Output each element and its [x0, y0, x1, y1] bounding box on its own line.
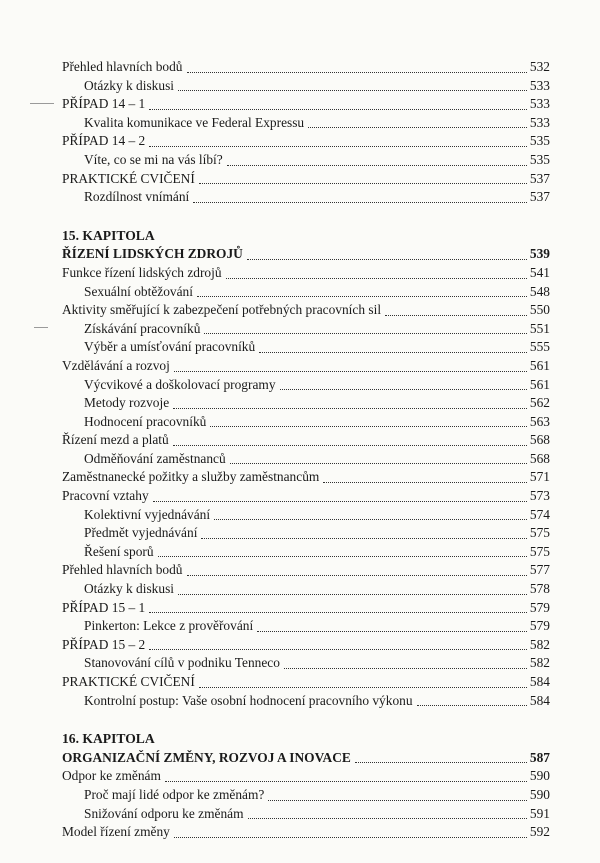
leader-dots: [210, 425, 527, 427]
toc-entry[interactable]: [62, 786, 550, 805]
toc-entry[interactable]: [62, 524, 550, 543]
entry-title: Předmět vyjednávání: [84, 525, 198, 541]
leader-dots: [187, 574, 527, 576]
page-number: 571: [529, 469, 550, 485]
toc-entry[interactable]: [62, 580, 550, 599]
leader-dots: [355, 761, 527, 763]
leader-dots: [323, 481, 527, 483]
chapter-16: [62, 730, 550, 842]
page-number: 535: [529, 151, 550, 167]
toc-entry[interactable]: [62, 450, 550, 469]
page-number: 533: [529, 114, 550, 130]
entry-title: PRAKTICKÉ CVIČENÍ: [62, 674, 195, 689]
toc-entry[interactable]: [62, 114, 550, 133]
entry-title: Otázky k diskusi: [84, 581, 175, 597]
entry-title: Víte, co se mi na vás líbí?: [84, 151, 223, 167]
entry-title: Snižování odporu ke změnám: [84, 805, 244, 821]
entry-title: Kontrolní postup: Vaše osobní hodnocení pracovního výkonu: [84, 692, 413, 708]
leader-dots: [284, 667, 527, 669]
page-number: 573: [529, 488, 550, 504]
page-number: 550: [529, 302, 550, 318]
chapter-15: [62, 227, 550, 710]
toc-entry[interactable]: [62, 376, 550, 395]
entry-title: Rozdílnost vnímání: [84, 189, 190, 205]
toc-entry[interactable]: [62, 487, 550, 506]
page-number: 532: [529, 59, 550, 74]
page-number: 537: [529, 189, 550, 205]
page-number: 584: [529, 674, 550, 689]
leader-dots: [197, 295, 527, 297]
leader-dots: [193, 201, 527, 203]
entry-title: Sexuální obtěžování: [84, 283, 193, 299]
toc-entry[interactable]: [62, 188, 550, 207]
toc-entry[interactable]: [62, 338, 550, 357]
page-number: 582: [529, 655, 550, 671]
page-number: 584: [529, 692, 550, 708]
entry-title: Aktivity směřující k zabezpečení potřebných pracovních sil: [62, 302, 382, 318]
leader-dots: [158, 555, 527, 557]
toc-section-top: [62, 58, 550, 207]
chapter-title: ORGANIZAČNÍ ZMĚNY, ROZVOJ A INOVACE: [62, 749, 351, 765]
toc-entry[interactable]: [62, 357, 550, 376]
entry-title: Kvalita komunikace ve Federal Expressu: [84, 114, 305, 130]
page-number: 535: [529, 133, 550, 149]
entry-title: Vzdělávání a rozvoj: [62, 357, 170, 373]
leader-dots: [230, 462, 527, 464]
page-number: 555: [529, 339, 550, 355]
leader-dots: [178, 593, 527, 595]
leader-dots: [227, 164, 527, 166]
entry-title: Otázky k diskusi: [84, 77, 175, 93]
page-number: 575: [529, 525, 550, 541]
entry-title: Přehled hlavních bodů: [62, 59, 183, 74]
entry-title: Metody rozvoje: [84, 395, 170, 411]
toc-entry[interactable]: [62, 95, 550, 114]
entry-title: Kolektivní vyjednávání: [84, 506, 211, 522]
leader-dots: [247, 258, 527, 260]
leader-dots: [149, 611, 527, 613]
toc-entry[interactable]: [62, 823, 550, 842]
page-number: 533: [529, 77, 550, 93]
entry-title: Funkce řízení lidských zdrojů: [62, 264, 222, 280]
leader-dots: [417, 704, 527, 706]
leader-dots: [174, 836, 527, 838]
page-number: 590: [529, 768, 550, 784]
entry-title: PŘÍPAD 14 – 1: [62, 96, 146, 112]
toc-entry[interactable]: [62, 301, 550, 320]
page-number: 579: [529, 599, 550, 615]
toc-entry[interactable]: [62, 673, 550, 692]
entry-title: Hodnocení pracovníků: [84, 413, 207, 429]
toc-entry[interactable]: [62, 767, 550, 786]
page-number: 587: [529, 749, 550, 765]
leader-dots: [153, 500, 527, 502]
table-of-contents: [62, 58, 550, 842]
entry-title: Řešení sporů: [84, 543, 154, 559]
leader-dots: [257, 630, 527, 632]
entry-title: PŘÍPAD 15 – 2: [62, 636, 146, 652]
page-number: 592: [529, 824, 550, 840]
page-number: 574: [529, 506, 550, 522]
toc-entry[interactable]: [62, 468, 550, 487]
chapter-16-entries: [62, 767, 550, 841]
chapter-title-row[interactable]: [62, 749, 550, 768]
page-number: 548: [529, 283, 550, 299]
page-number: 568: [529, 432, 550, 448]
page-number: 541: [529, 264, 550, 280]
page-number: 579: [529, 618, 550, 634]
toc-entry[interactable]: [62, 132, 550, 151]
entry-title: PRAKTICKÉ CVIČENÍ: [62, 170, 195, 186]
entry-title: Výcvikové a doškolovací programy: [84, 376, 276, 392]
entry-title: Výběr a umísťování pracovníků: [84, 339, 256, 355]
toc-entry[interactable]: [62, 561, 550, 580]
toc-entry[interactable]: [62, 394, 550, 413]
leader-dots: [226, 277, 527, 279]
toc-entry[interactable]: [62, 692, 550, 711]
toc-entry[interactable]: [62, 431, 550, 450]
chapter-title: ŘÍZENÍ LIDSKÝCH ZDROJŮ: [62, 246, 243, 262]
page-number: 562: [529, 395, 550, 411]
page-number: 561: [529, 376, 550, 392]
leader-dots: [280, 388, 527, 390]
leader-dots: [178, 89, 527, 91]
toc-entry[interactable]: [62, 413, 550, 432]
page-number: 537: [529, 170, 550, 186]
page-number: 591: [529, 805, 550, 821]
leader-dots: [149, 648, 527, 650]
toc-entry[interactable]: [62, 636, 550, 655]
page-number: 575: [529, 543, 550, 559]
entry-title: Přehled hlavních bodů: [62, 562, 183, 578]
leader-dots: [308, 126, 527, 128]
page-number: 533: [529, 96, 550, 112]
toc-entry[interactable]: [62, 77, 550, 96]
toc-entry[interactable]: [62, 617, 550, 636]
toc-entry[interactable]: [62, 506, 550, 525]
leader-dots: [204, 332, 527, 334]
toc-entry[interactable]: [62, 320, 550, 339]
toc-entry[interactable]: [62, 151, 550, 170]
page-number: 568: [529, 450, 550, 466]
leader-dots: [268, 799, 527, 801]
leader-dots: [201, 537, 526, 539]
page-number: 551: [529, 320, 550, 336]
margin-mark: [30, 103, 54, 104]
leader-dots: [214, 518, 527, 520]
toc-entry[interactable]: [62, 599, 550, 618]
page-number: 539: [529, 246, 550, 262]
entry-title: Pinkerton: Lekce z prověřování: [84, 618, 254, 634]
entry-title: Model řízení změny: [62, 824, 170, 840]
toc-entry[interactable]: [62, 264, 550, 283]
entry-title: Odpor ke změnám: [62, 768, 161, 784]
page-number: 561: [529, 357, 550, 373]
leader-dots: [248, 817, 527, 819]
leader-dots: [385, 314, 527, 316]
toc-entry[interactable]: [62, 805, 550, 824]
leader-dots: [173, 407, 527, 409]
toc-entry[interactable]: [62, 654, 550, 673]
chapter-number: 15. KAPITOLA: [62, 227, 155, 243]
chapter-title-row[interactable]: [62, 245, 550, 264]
chapter-number: 16. KAPITOLA: [62, 731, 155, 747]
leader-dots: [149, 108, 527, 110]
entry-title: Získávání pracovníků: [84, 320, 201, 336]
entry-title: Proč mají lidé odpor ke změnám?: [84, 786, 265, 802]
entry-title: PŘÍPAD 14 – 2: [62, 133, 146, 149]
leader-dots: [165, 780, 527, 782]
page-number: 590: [529, 786, 550, 802]
page-number: 577: [529, 562, 550, 578]
entry-title: Pracovní vztahy: [62, 488, 149, 504]
chapter-15-entries: [62, 264, 550, 710]
leader-dots: [149, 145, 527, 147]
leader-dots: [187, 71, 527, 73]
entry-title: Řízení mezd a platů: [62, 432, 169, 448]
toc-entry[interactable]: [62, 283, 550, 302]
margin-mark: [34, 327, 48, 328]
toc-entry[interactable]: [62, 58, 550, 77]
leader-dots: [173, 444, 527, 446]
entry-title: Odměňování zaměstnanců: [84, 450, 226, 466]
toc-entry[interactable]: [62, 170, 550, 189]
leader-dots: [199, 182, 527, 184]
page-number: 563: [529, 413, 550, 429]
entry-title: PŘÍPAD 15 – 1: [62, 599, 146, 615]
toc-entry[interactable]: [62, 543, 550, 562]
leader-dots: [174, 370, 527, 372]
page-number: 578: [529, 581, 550, 597]
entry-title: Zaměstnanecké požitky a služby zaměstnancům: [62, 469, 320, 485]
leader-dots: [259, 351, 527, 353]
page-number: 582: [529, 636, 550, 652]
leader-dots: [199, 686, 527, 688]
entry-title: Stanovování cílů v podniku Tenneco: [84, 655, 280, 671]
